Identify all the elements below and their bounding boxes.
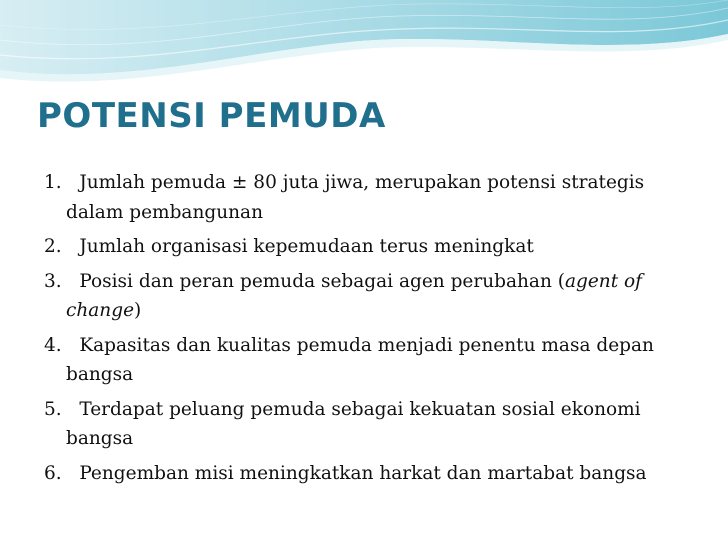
item-number: 6. <box>44 462 74 484</box>
item-text-italic: agent of change <box>66 270 643 321</box>
item-text: Terdapat peluang pemuda sebagai kekuatan sosial ekonomi bangsa <box>66 398 641 449</box>
item-text: Jumlah organisasi kepemudaan terus meningkat <box>79 236 534 257</box>
item-number: 4. <box>44 334 74 356</box>
header-wave-decoration <box>0 0 728 90</box>
item-number: 1. <box>44 172 74 193</box>
item-number: 5. <box>44 398 74 420</box>
list-item <box>44 267 684 326</box>
item-text: Kapasitas dan kualitas pemuda menjadi penentu masa depan bangsa <box>66 334 654 385</box>
item-number: 2. <box>44 236 74 257</box>
list-item <box>44 395 684 454</box>
item-text-closing: ) <box>134 300 142 321</box>
list-item <box>44 331 684 390</box>
item-text: Pengemban misi meningkatkan harkat dan martabat bangsa <box>79 462 647 484</box>
point-list <box>44 168 684 493</box>
item-number: 3. <box>44 270 74 292</box>
list-item <box>44 459 684 489</box>
slide-title: POTENSI PEMUDA <box>37 96 386 136</box>
list-item <box>44 232 684 262</box>
item-text: Posisi dan peran pemuda sebagai agen perubahan ( <box>79 270 565 292</box>
list-item <box>44 168 684 227</box>
item-text: Jumlah pemuda ± 80 juta jiwa, merupakan potensi strategis dalam pembangunan <box>66 172 645 223</box>
